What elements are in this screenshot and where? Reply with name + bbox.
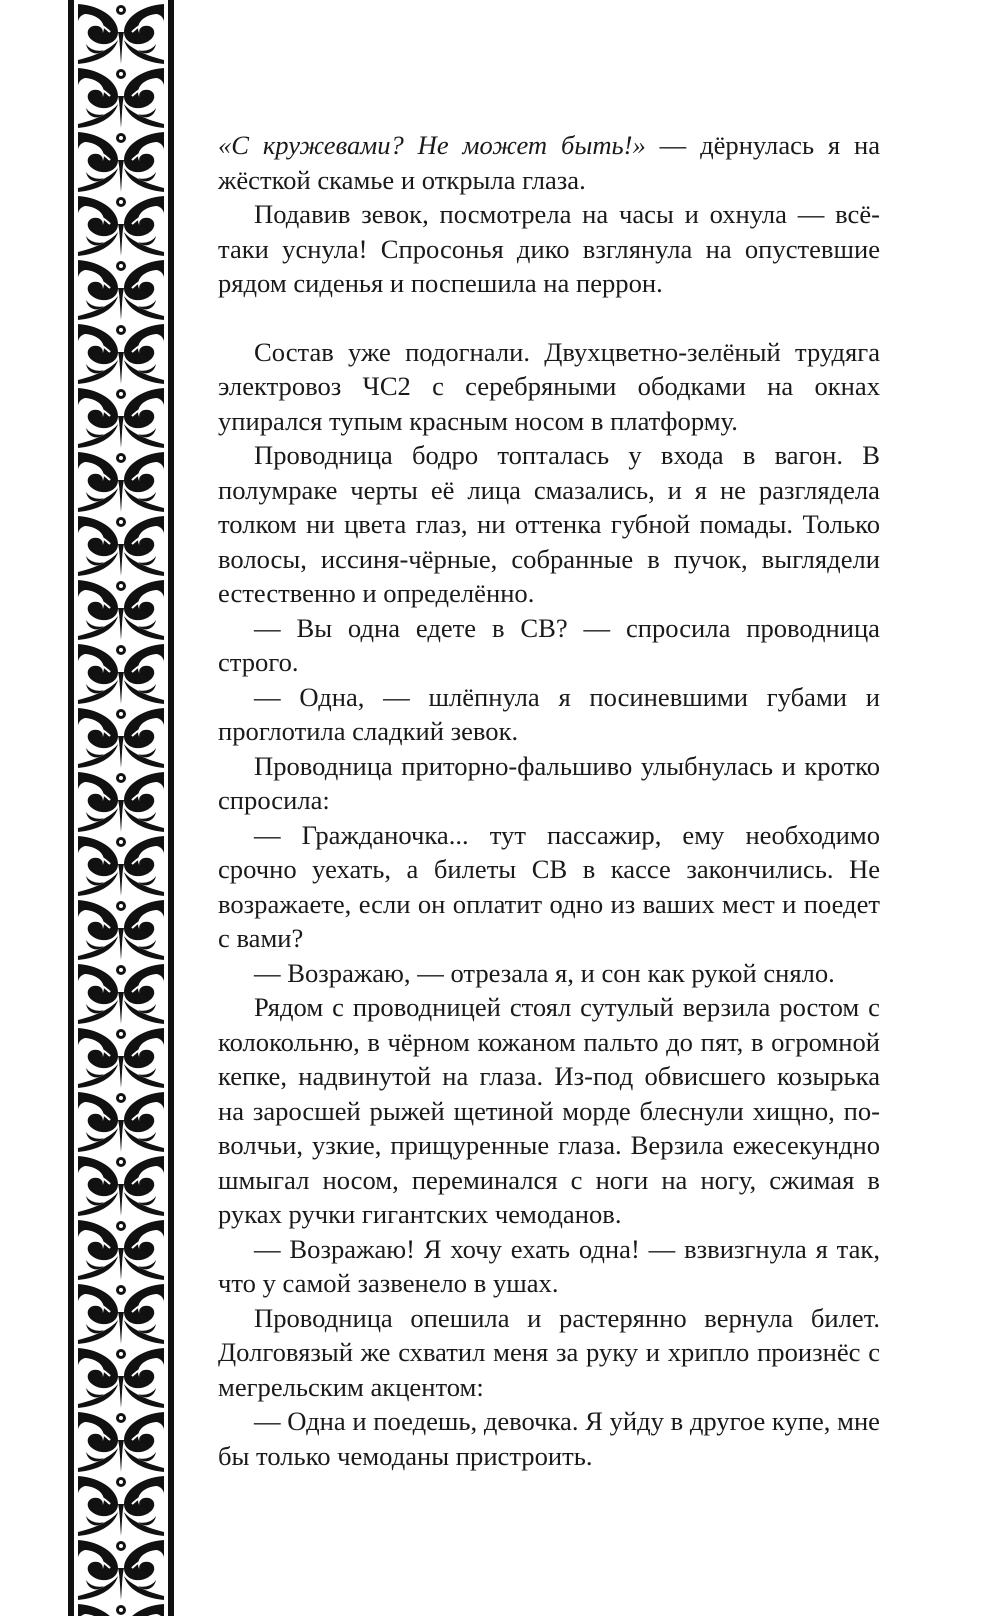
dialogue-line: — Вы одна едете в СВ? — спросила проводница строго. — [218, 612, 880, 677]
paragraph-2: Подавив зевок, посмотрела на часы и охнула — всётаки уснула! Спросонья дико взглянула на опустевшие рядом сиденья и поспешила на перрон. — [218, 199, 880, 298]
ornament-pattern — [74, 0, 168, 1616]
dialogue-line: — Гражданочка... тут пассажир, ему необходимо срочно уехать, а билеты СВ в кассе закончились. Не возражаете, если он оплатит одно из ваших мест и поедет с вами? — [218, 819, 880, 953]
paragraph-7: Проводница приторно-фальшиво улыбнулась и кротко спросила: — [218, 750, 880, 815]
italic-quote: «С кружевами? Не может быть!» — [218, 130, 646, 160]
paragraph-12: Проводница опешила и растерянно вернула билет. Долговязый же схватил меня за руку и хрипло произнёс с мегрельским акцентом: — [218, 1302, 880, 1402]
dialogue-line: — Одна и поедешь, девочка. Я уйду в другое купе, мне бы только чемоданы пристроить. — [218, 1406, 880, 1471]
dialogue-line: — Возражаю! Я хочу ехать одна! — взвизгнула я так, что у самой зазвенело в ушах. — [218, 1233, 880, 1298]
decorative-floral-border — [68, 0, 174, 1616]
paragraph-3: Состав уже подогнали. Двухцветно-зелёный трудяга электровоз ЧС2 с серебряными ободками на окнах упирался тупым красным носом в платформу. — [218, 336, 880, 436]
paragraph-1 — [218, 128, 880, 197]
page-text — [218, 128, 880, 1473]
paragraph-4: Проводница бодро топталась у входа в вагон. В полумраке черты её лица смазались, и я не разглядела толком ни цвета глаз, ни оттенка губной помады. Только волосы, иссиня-чёрные, собранные в пучок, выглядели естественно и определённо. — [218, 440, 880, 608]
paragraph-text: — дёрнулась я на жёсткой скамье и открыла глаза. — [218, 130, 880, 195]
dialogue-line: — Одна, — шлёпнула я посиневшими губами и проглотила сладкий зевок. — [218, 681, 880, 746]
dialogue-line: — Возражаю, — отрезала я, и сон как рукой сняло. — [254, 957, 835, 988]
paragraph-10: Рядом с проводницей стоял сутулый верзила ростом с колокольню, в чёрном кожаном пальто до пят, в огромной кепке, надвинутой на глаза. Из-под обвисшего козырька на заросшей рыжей щетиной морде блеснули хищно, по-волчьи, узкие, прищуренные глаза. Верзила ежесекундно шмыгал носом, переминался с ноги на ногу, сжимая в руках ручки гигантских чемоданов. — [218, 992, 880, 1229]
